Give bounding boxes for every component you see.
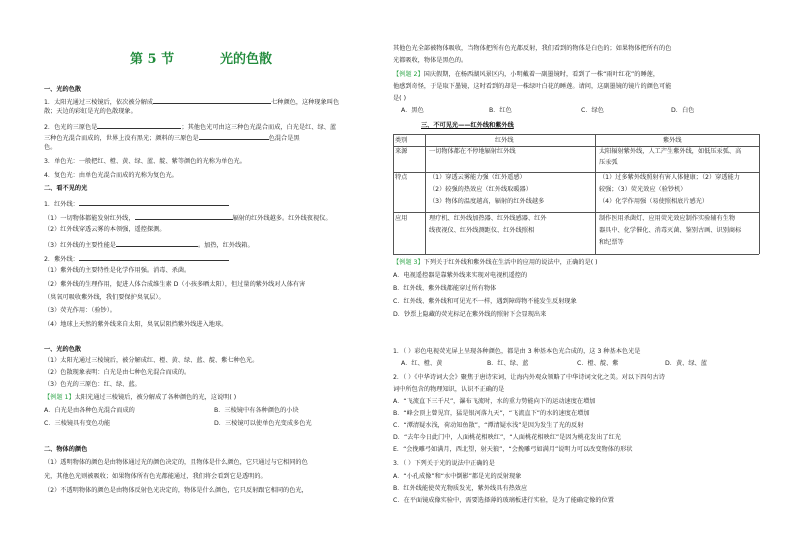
example-2-option-b: B．红色 <box>489 107 512 114</box>
example-1-option-c: C．三棱镜具有变色功能 <box>44 420 111 427</box>
example-3-option-a: A．电视遥控器是靠紫外线来实现对电视机遥控的 <box>393 272 528 279</box>
question-2-option-b: B．“峰会顶上曾见宫，猛是银河落九天”，“飞流直下”的水的速度在增加 <box>393 410 590 417</box>
example-1-option-d: D．三棱镜可以使单色光变成多色光 <box>214 420 312 427</box>
example-1-option-a: A．白光是由各种色光混合而成的 <box>44 407 135 414</box>
example-2-option-c: C．绿色 <box>581 107 604 114</box>
heading-dispersion-2: 一、光的色散 <box>44 346 82 353</box>
text-line: 散；天边的彩虹是光的色散现象。 <box>44 108 137 115</box>
text-line: （臭氧可吸收紫外线，我们要保护臭氧层）。 <box>44 294 165 301</box>
text-line: 1．红外线： <box>44 199 229 209</box>
table-cell: （2）较强的热效应（红外线取暖器） <box>429 186 532 193</box>
text-line: （2）色散现象表明：白光是由七种色光混合而成的。 <box>44 369 191 376</box>
table-cell: （1）过多紫外线照射有害人体健康；（2）穿透能力 <box>599 174 740 181</box>
heading-dispersion: 一、光的色散 <box>44 86 82 93</box>
text-line: （4）地球上天然的紫外线来自太阳，臭氧层阻挡紫外线进入地球。 <box>44 321 228 328</box>
question-2-option-d: D．“去年今日此门中，人面桃花相映红”，“人面桃花相映红”是因为桃花发出了红光 <box>393 434 621 441</box>
text-line: 2．紫外线： <box>44 254 229 264</box>
ir-uv-table <box>393 134 759 256</box>
example-1-question: 【例题 1】太阳光通过三棱镜后，被分解成了各种颜色的光，这说明( ) <box>44 394 237 401</box>
table-cell: 一切物体都在不停地辐射红外线 <box>429 148 516 155</box>
text-line: （2）红外线穿透云雾的本领强，遥控探测。 <box>44 226 166 233</box>
question-1-option-d: D．黄、绿、蓝 <box>665 360 707 367</box>
example-1-option-b: B．三棱镜中有各种颜色的小块 <box>214 407 299 414</box>
text-line: 色。 <box>44 144 57 151</box>
question-2: 2．（ ）《中华诗词大会》聚焦于唐诗宋词，让海内外观众领略了中华诗词文化之美。对以下四句古诗 <box>393 374 665 381</box>
table-cell: 压汞弧 <box>599 159 618 166</box>
example-3-option-d: D．钞票上隐藏的荧光标记在紫外线的照射下会显现出来 <box>393 311 547 318</box>
heading-object-color: 二、物体的颜色 <box>44 446 88 453</box>
text-line: （1）一切物体都能发射红外线， 辐射的红外线越多。红外线夜视仪。 <box>44 215 332 222</box>
text-line: （2）紫外线的生理作用，促进人体合成维生素 D（小孩多晒太阳），但过量的紫外线对人体有害 <box>44 281 306 288</box>
question-1: 1．（ ）彩色电视荧光屏上呈现各种颜色，都是由 3 种基本色光合成的，这 3 种基本色光是 <box>393 348 641 355</box>
question-1-option-c: C．橙、靛、紫 <box>577 360 619 367</box>
table-cell: 线夜视仪、红外线测距仪、红外线照相 <box>429 227 535 234</box>
table-header-infrared: 红外线 <box>495 137 514 144</box>
table-row-label: 应用 <box>395 215 408 222</box>
text-line: 光，其他色光则被吸收；如果物体所有色光都能通过，我们将会看到它是透明的。 <box>44 473 267 480</box>
text-line: 是( ) <box>393 95 406 102</box>
question-3-option-c: C．在平面镜成像实验中，需要选择薄的玻璃板进行实验，是为了能确定像的位置 <box>393 497 614 504</box>
page-title: 光的色散 <box>220 52 273 67</box>
question-1-option-b: B．红、绿、蓝 <box>487 360 529 367</box>
question-1-option-a: A．红、橙、黄 <box>401 360 443 367</box>
table-cell: （4）化学作用强（易使照相底片感光） <box>599 198 709 205</box>
text-line: 4．复色光：由单色光混合而成的光称为复色光。 <box>44 172 178 179</box>
text-line: （3）色光的三原色：红、绿、蓝。 <box>44 381 141 388</box>
table-cell: （3）物体的温度越高，辐射的红外线越多 <box>429 198 545 205</box>
text-line: 1．太阳光通过三棱镜后，依次被分解成 七种颜色，这种现象叫色 <box>44 99 340 106</box>
text-line: 其他色光全部被物体吸收，当物体把所有色光都反射，我们看到的物体是白色的；如果物体把所有的色 <box>393 45 672 52</box>
text-line: 三种色光混合而成的，世界上没有黑光；颜料的三原色是 色混合是黑 <box>44 135 300 142</box>
example-3-option-b: B．红外线、紫外线都能穿过所有物体 <box>393 285 497 292</box>
table-cell: 制作医用杀菌灯、应用荧光效应制作实验辅有生物 <box>599 215 736 222</box>
heading-invisible-light: 二、看不见的光 <box>44 185 88 192</box>
table-header-ultraviolet: 紫外线 <box>663 137 682 144</box>
table-row-label: 来源 <box>395 148 408 155</box>
question-3: 3．（ ）下列关于光的说法中正确的是 <box>393 460 495 467</box>
text-line: 光都吸收，物体是黑色的。 <box>393 57 468 64</box>
text-line: （3）荧光作用：（验钞）。 <box>44 307 116 314</box>
question-2-option-c: C．“潭清疑水浅，荷动知鱼散”，“潭清疑水浅”是因为发生了光的反射 <box>393 422 584 429</box>
example-3-option-c: C．红外线、紫外线和可见光不一样，遇到障碍物不能发生反射现象 <box>393 298 577 305</box>
table-cell: 理疗机、红外线加热器、红外线感器、红外 <box>429 215 547 222</box>
text-line: （2）不透明物体的颜色是由物体反射色光决定的，物体是什么颜色，它只反射跟它相同的色光， <box>44 487 308 494</box>
table-cell: （1）穿透云雾能力强（红外遥感） <box>429 174 526 181</box>
text-line: 3．单色光：一般把红、橙、黄、绿、蓝、靛、紫等颜色的光称为单色光。 <box>44 158 246 165</box>
text-line: （1）太阳光通过三棱镜后，被分解成红、橙、黄、绿、蓝、靛、紫七种色光。 <box>44 357 259 364</box>
text-line: 词中所包含的物理知识，认识不正确的是 <box>393 386 505 393</box>
text-line: （1）紫外线的主要特性是化学作用强。消毒、杀菌。 <box>44 267 191 274</box>
text-line: 2．色光的三原色是 ；其他色光可由这三种色光混合而成，白光是红、绿、蓝 <box>44 124 337 131</box>
question-2-option-a: A．“飞流直下三千尺”，瀑布飞流时，水的重力势能向下的运动速度在增加 <box>393 398 596 405</box>
heading-ir-uv: 三、不可见光——红外线和紫外线 <box>421 122 514 129</box>
table-cell: 器具中、化学催化、消毒灭菌、鉴别古画、识别商标 <box>599 227 742 234</box>
question-2-option-e: E．“会挽雕弓如满月，西北望，射天狼”，“会挽雕弓如满月”说明力可以改变物体的形状 <box>393 446 633 453</box>
example-2-option-d: D．白色 <box>671 107 695 114</box>
example-2-option-a: A．黑色 <box>401 107 424 114</box>
table-cell: 较强；（3）荧光效应（验钞机） <box>599 186 687 193</box>
table-cell: 太阳辐射紫外线，人工产生紫外线，如低压汞弧、高 <box>599 148 742 155</box>
table-row-label: 特点 <box>395 174 408 181</box>
table-cell: 和纪票等 <box>599 239 624 246</box>
text-line: （1）透明物体的颜色是由物体通过光的颜色决定的，且物体是什么颜色，它只通过与它相同的色 <box>44 459 308 466</box>
text-line: 他感到奇怪，于是取下墨镜，这时看到的却是一株绿叶白花的睡莲。请问，这副墨镜的镜片的颜色可能 <box>393 83 672 90</box>
section-number: 第 5 节 <box>130 52 175 67</box>
text-line: （3）红外线的主要性能是 。加热，红外线箱。 <box>44 242 254 249</box>
example-3-question: 【例题 3】下列关于红外线和紫外线在生活中的应用的说法中，正确的是( ) <box>393 259 598 266</box>
question-3-option-b: B．红外线能使荧光物质发光，紫外线具有热效应 <box>393 485 528 492</box>
question-3-option-a: A．“小孔成像”和“水中倒影”都是光的反射现象 <box>393 473 522 480</box>
example-2-question: 【例题 2】国庆假期，在杨西湖风景区内，小明戴着一副墨镜时，看到了一株“雨叶红花”的睡莲， <box>393 71 660 78</box>
table-header-category: 类别 <box>395 137 408 144</box>
